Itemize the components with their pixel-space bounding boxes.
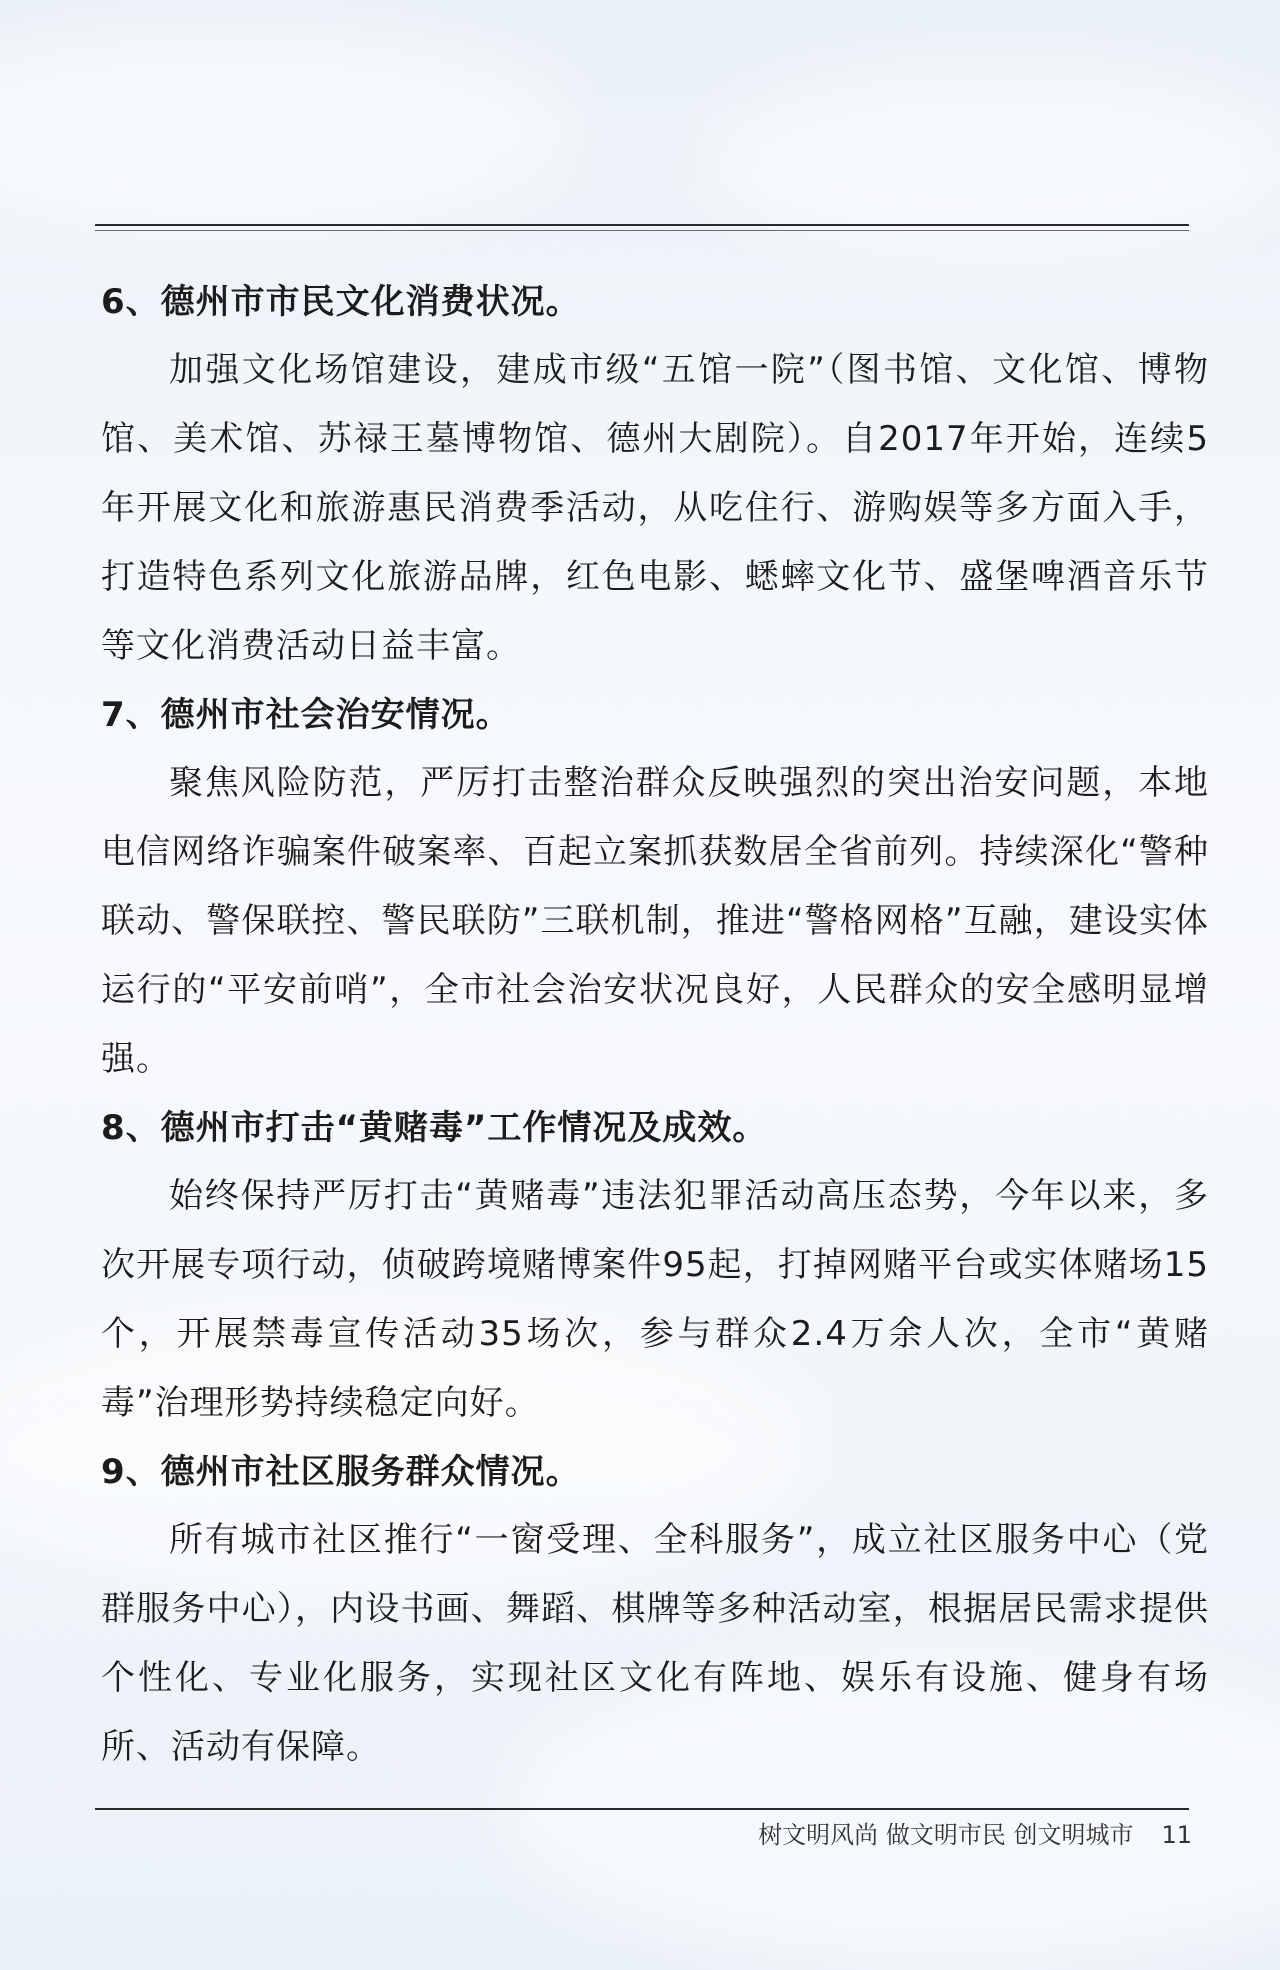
footer-rule: [95, 1808, 1189, 1810]
header-rule-thin: [95, 230, 1189, 231]
page-number: 11: [1161, 1821, 1192, 1849]
section-culture-consumption: [101, 268, 1209, 681]
section-paragraph: 加强文化场馆建设，建成市级“五馆一院”（图书馆、文化馆、博物馆、美术馆、苏禄王墓博物馆、德州大剧院）。自2017年开始，连续5年开展文化和旅游惠民消费季活动，从吃住行、游购娱等多方面入手，打造特色系列文化旅游品牌，红色电影、蟋蟀文化节、盛堡啤酒音乐节等文化消费活动日益丰富。: [101, 350, 1209, 666]
background-cloud: [0, 20, 580, 240]
section-paragraph: 所有城市社区推行“一窗受理、全科服务”，成立社区服务中心（党群服务中心），内设书画、舞蹈、棋牌等多种活动室，根据居民需求提供个性化、专业化服务，实现社区文化有阵地、娱乐有设施、健身有场所、活动有保障。: [101, 1520, 1209, 1767]
section-anti-vice: [101, 1094, 1209, 1438]
section-heading: 6、德州市市民文化消费状况。: [101, 282, 581, 322]
section-public-security: [101, 681, 1209, 1094]
section-paragraph: 聚焦风险防范，严厉打击整治群众反映强烈的突出治安问题，本地电信网络诈骗案件破案率、百起立案抓获数居全省前列。持续深化“警种联动、警保联控、警民联防”三联机制，推进“警格网格”互融，建设实体运行的“平安前哨”，全市社会治安状况良好，人民群众的安全感明显增强。: [101, 763, 1209, 1079]
header-rule: [95, 224, 1189, 226]
article-body: [101, 268, 1209, 1782]
section-heading: 8、德州市打击“黄赌毒”工作情况及成效。: [101, 1108, 768, 1148]
footer-slogan: 树文明风尚 做文明市民 创文明城市: [758, 1821, 1134, 1849]
page-footer: [758, 1815, 1192, 1855]
section-paragraph: 始终保持严厉打击“黄赌毒”违法犯罪活动高压态势，今年以来，多次开展专项行动，侦破跨境赌博案件95起，打掉网赌平台或实体赌场15个，开展禁毒宣传活动35场次，参与群众2.4万余人次，全市“黄赌毒”治理形势持续稳定向好。: [101, 1176, 1209, 1423]
section-heading: 7、德州市社会治安情况。: [101, 695, 511, 735]
section-community-service: [101, 1438, 1209, 1782]
section-heading: 9、德州市社区服务群众情况。: [101, 1452, 581, 1492]
